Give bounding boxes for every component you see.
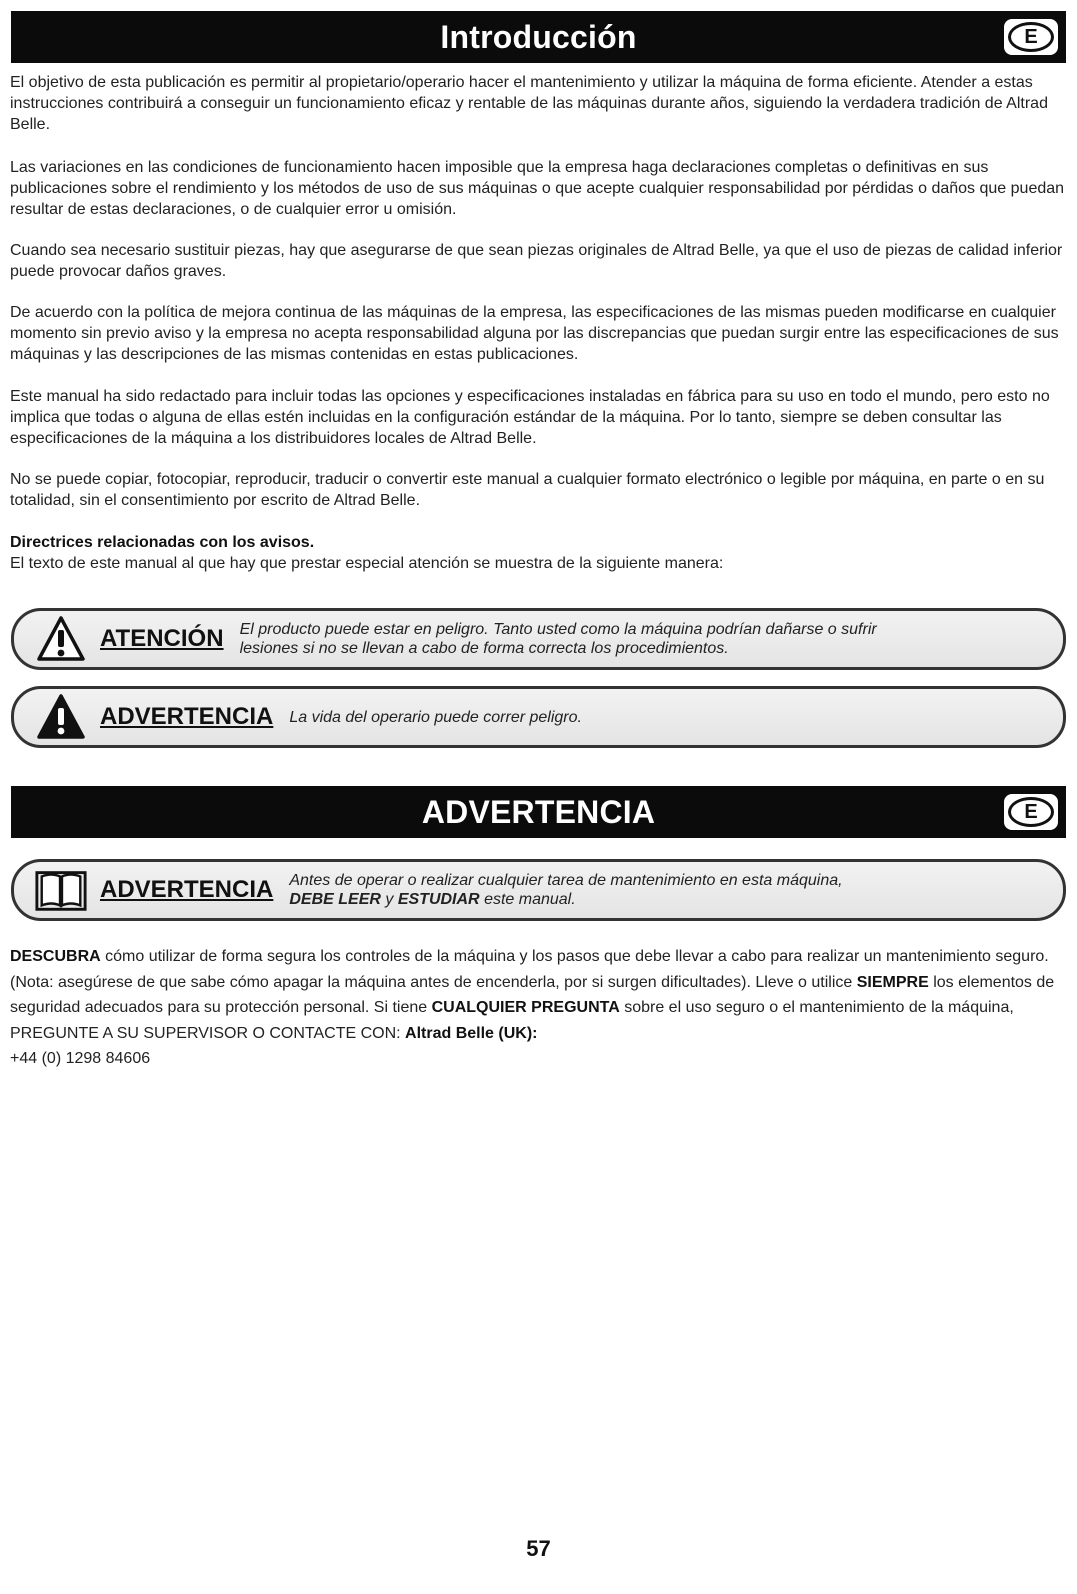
attention-notice [11,608,1066,670]
guidelines-block [10,532,1068,574]
read-manual-notice [11,859,1066,921]
must-read-emphasis: DEBE LEER [289,891,381,908]
study-emphasis: ESTUDIAR [397,891,480,908]
intro-paragraph-1: El objetivo de esta publicación es permitir al propietario/operario hacer el mantenimiento y utilizar la máquina de forma eficiente. Atender a estas instrucciones contribuirá a conseguir un funcionamiento eficaz y rentable de las máquinas durante años, siguiendo la verdadera tradición de Altrad Belle. [10,74,1048,133]
guidelines-heading: Directrices relacionadas con los avisos. [10,534,315,551]
body-text-1: cómo utilizar de forma segura los controles de la máquina y los pasos que debe llevar a cabo para realizar un mantenimiento seguro. (Nota: asegúrese de que sabe cómo apagar la máquina antes de encenderla, por si surgen dificultades). Lleve o utilice [10,948,1049,991]
attention-message [240,620,877,658]
language-badge-letter: E [1008,22,1054,52]
warning-message: La vida del operario puede correr peligro. [289,708,582,726]
manual-notice-keyword: ADVERTENCIA [100,876,274,903]
manual-notice-message [289,871,842,909]
warning-notice [11,686,1066,748]
warning-outline-icon [34,613,88,665]
safety-instructions-paragraph [10,944,1068,1072]
book-icon [34,864,88,916]
page-number: 57 [526,1536,551,1561]
attention-keyword: ATENCIÓN [100,625,224,652]
discover-emphasis: DESCUBRA [10,948,101,965]
attention-message-line-1: El producto puede estar en peligro. Tanto usted como la máquina podrían dañarse o sufrir [239,621,877,638]
language-badge-letter: E [1008,797,1054,827]
manual-notice-line-1: Antes de operar o realizar cualquier tarea de mantenimiento en esta máquina, [289,872,843,889]
and-word: y [385,891,394,908]
intro-paragraph-3: Cuando sea necesario sustituir piezas, hay que asegurarse de que sean piezas originales de Altrad Belle, ya que el uso de piezas de calidad inferior puede provocar daños graves. [10,242,1063,280]
attention-message-line-2: lesiones si no se llevan a cabo de forma correcta los procedimientos. [239,640,729,657]
company-name: Altrad Belle (UK): [405,1024,538,1042]
section-header-introduccion [11,11,1066,63]
body-text-2: los elementos de seguridad adecuados para su protección personal. Si tiene [10,973,1055,1016]
warning-filled-icon [34,691,88,743]
guidelines-text: El texto de este manual al que hay que prestar especial atención se muestra de la siguiente manera: [10,555,724,572]
intro-paragraph-6: No se puede copiar, fotocopiar, reproducir, traducir o convertir este manual a cualquier formato electrónico o legible por máquina, en parte o en su totalidad, sin el consentimiento por escrito de Altrad Belle. [10,471,1045,509]
language-badge [1004,794,1058,830]
warning-keyword: ADVERTENCIA [100,703,274,730]
section-header-advertencia [11,786,1066,838]
company-phone: +44 (0) 1298 84606 [10,1050,151,1067]
body-text-3: sobre el uso seguro o el mantenimiento de la máquina, PREGUNTE A SU SUPERVISOR O CONTACTE CON: [10,999,1014,1042]
section-title: ADVERTENCIA [421,793,656,830]
section-title: Introducción [440,18,637,55]
intro-paragraph-5: Este manual ha sido redactado para incluir todas las opciones y especificaciones instaladas en fábrica para su uso en todo el mundo, pero esto no implica que todas o alguna de ellas estén incluidas en la configuración estándar de la máquina. Por lo tanto, siempre se deben consultar las especificaciones de la máquina a los distribuidores locales de Altrad Belle. [10,388,1050,447]
this-manual-text: este manual. [484,891,576,908]
always-emphasis: SIEMPRE [856,973,929,991]
intro-paragraph-2: Las variaciones en las condiciones de funcionamiento hacen imposible que la empresa haga declaraciones completas o definitivas en sus publicaciones sobre el rendimiento y los métodos de uso de sus máquinas o que acepte cualquier responsabilidad por pérdidas o daños que puedan resultar de estas declaraciones, o de cualquier error u omisión. [10,159,1065,218]
language-badge [1004,19,1058,55]
any-question-emphasis: CUALQUIER PREGUNTA [431,999,620,1016]
intro-paragraph-4: De acuerdo con la política de mejora continua de las máquinas de la empresa, las especificaciones de las mismas pueden modificarse en cualquier momento sin previo aviso y la empresa no acepta responsabilidad alguna por las discrepancias que puedan surgir entre las especificaciones de sus máquinas y las descripciones de las mismas contenidas en estas publicaciones. [10,304,1059,363]
